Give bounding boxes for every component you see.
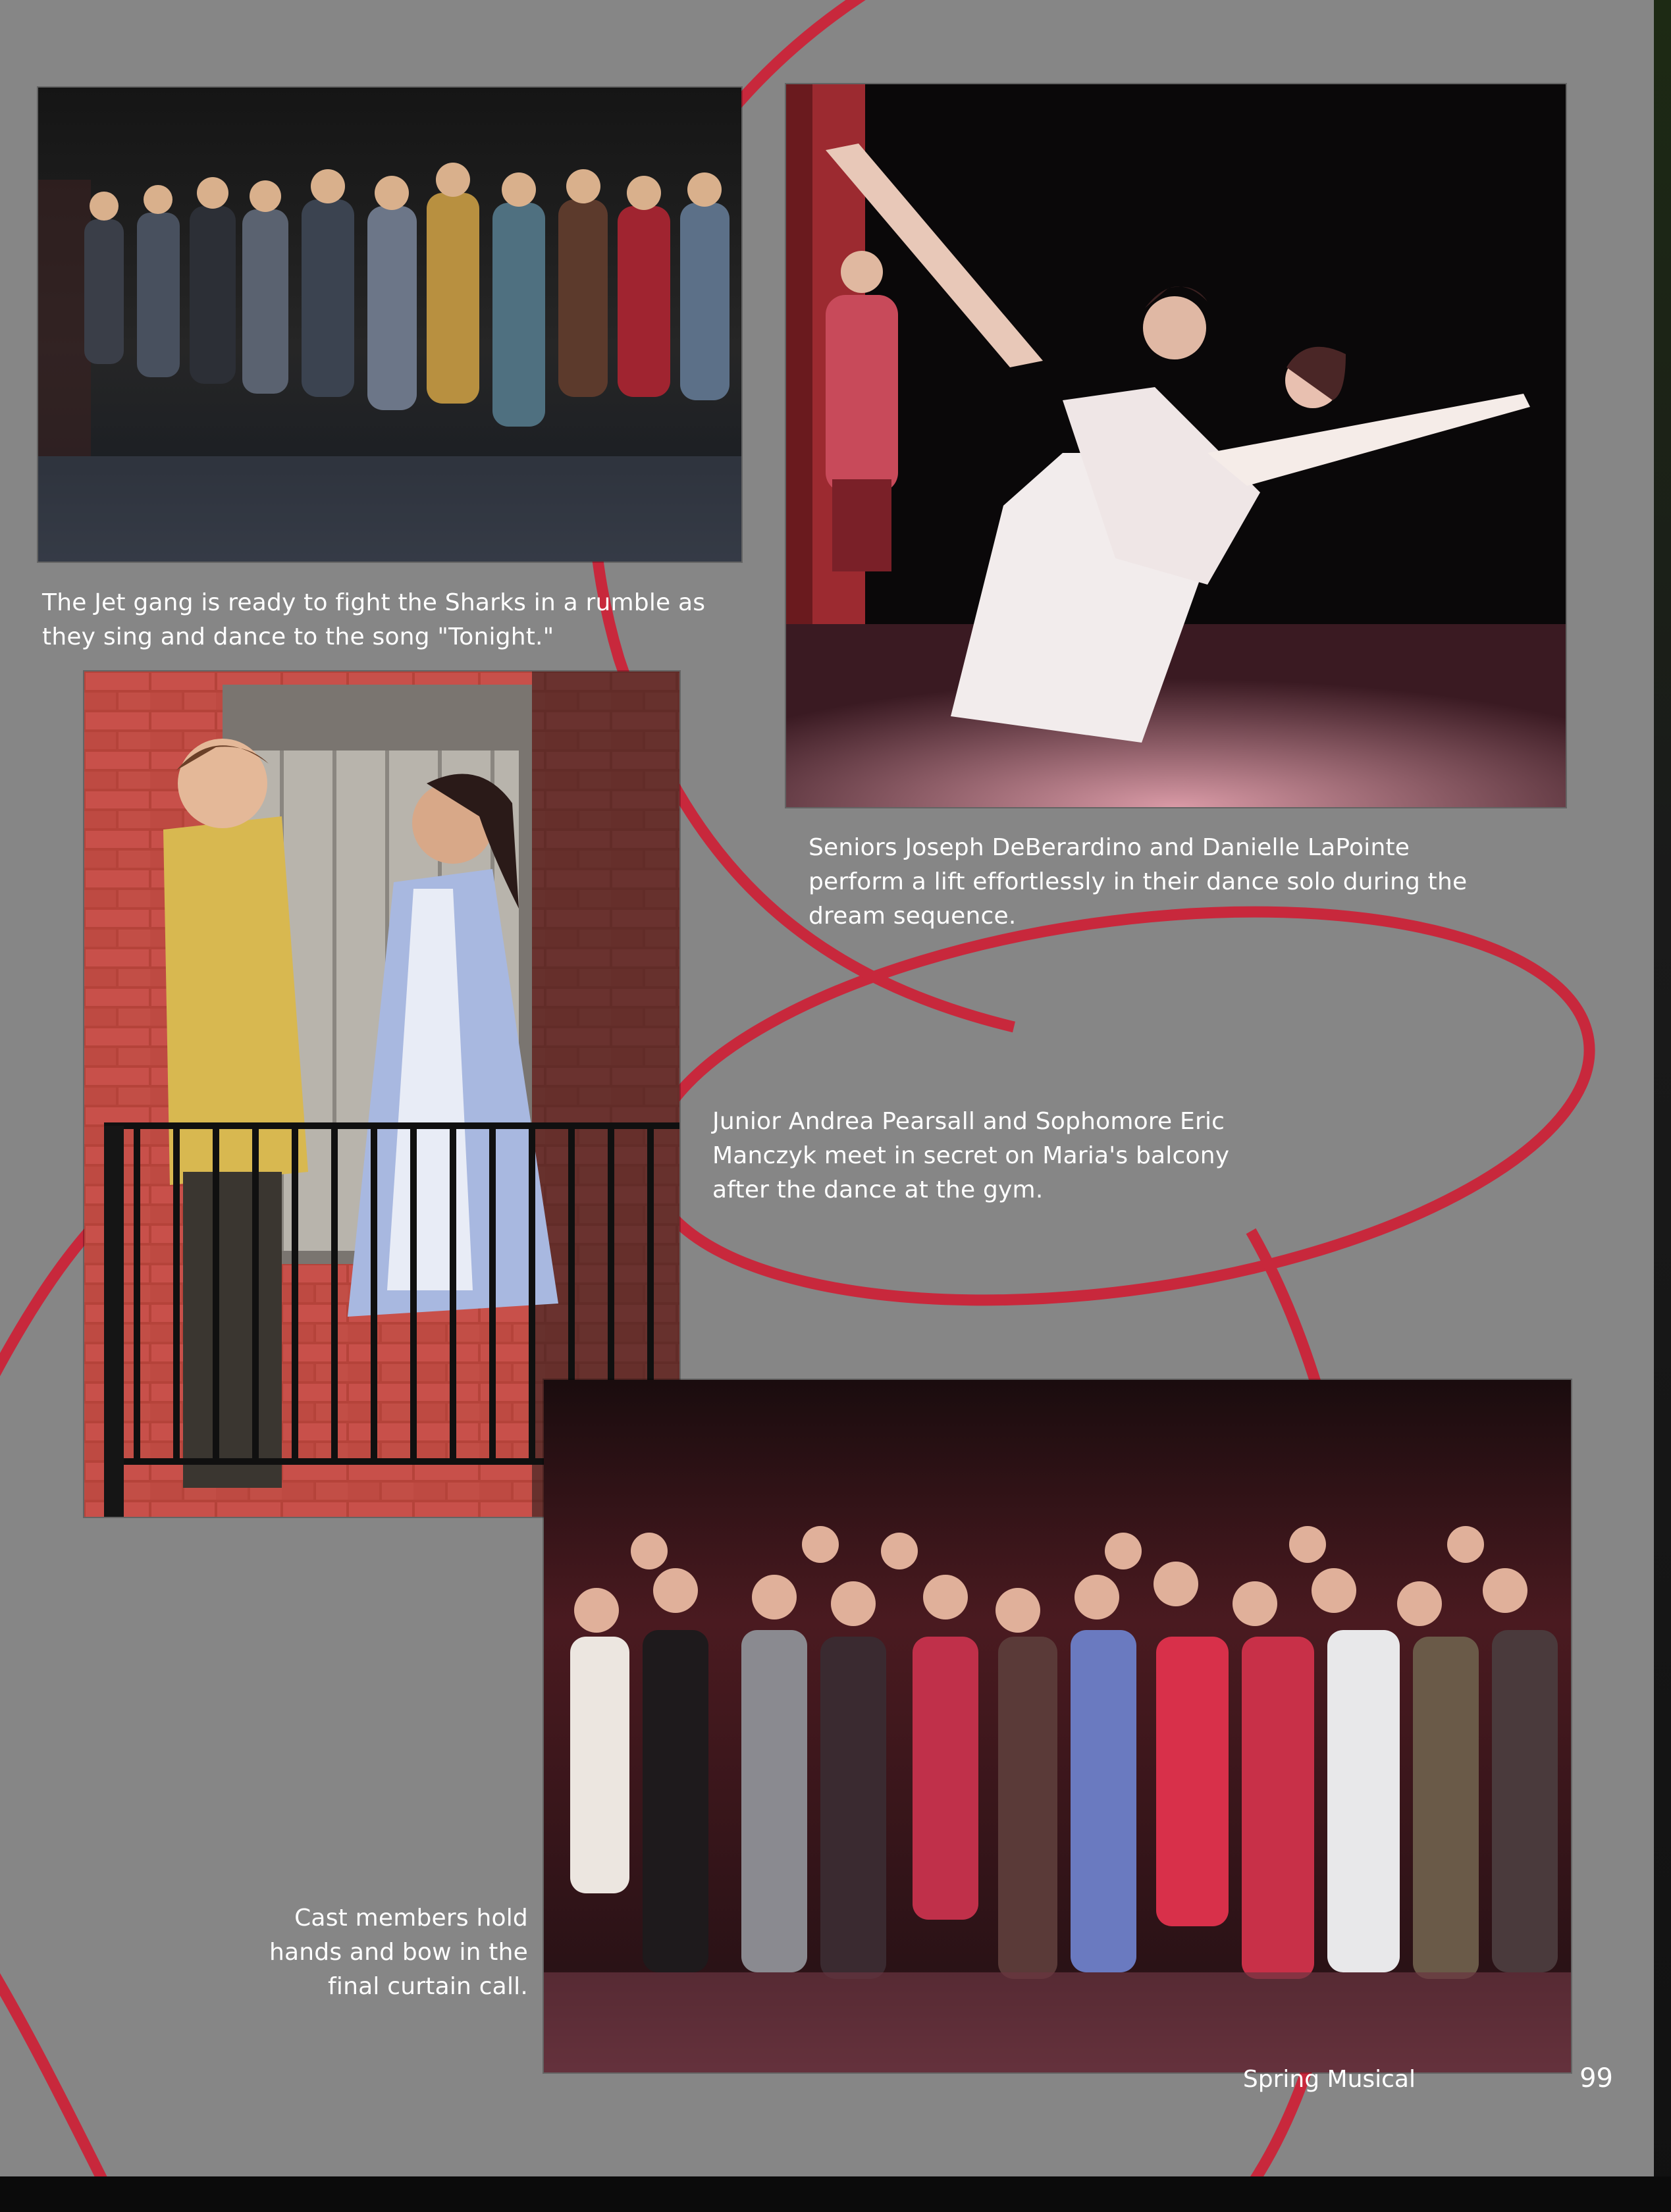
page-number: 99	[1579, 2063, 1613, 2094]
caption-balcony: Junior Andrea Pearsall and Sophomore Eric Manczyk meet in secret on Maria's balcony after the dance at the gym.	[712, 1108, 1230, 1203]
caption-lift: Seniors Joseph DeBerardino and Danielle LaPointe perform a lift effortlessly in their dance solo during the dream sequence.	[809, 834, 1468, 930]
dream-sequence-lift-photo	[786, 84, 1566, 807]
caption-curtain-call: Cast members hold hands and bow in the final curtain call.	[269, 1905, 528, 2000]
page-edge-right	[1654, 0, 1671, 2212]
jets-dance-photo	[38, 88, 741, 562]
footer-section-title: Spring Musical	[1242, 2066, 1416, 2093]
caption-jets: The Jet gang is ready to fight the Sharks in a rumble as they sing and dance to the song "Tonight."	[42, 589, 706, 650]
curtain-call-photo	[544, 1380, 1571, 2072]
page-edge-bottom	[0, 2176, 1671, 2212]
